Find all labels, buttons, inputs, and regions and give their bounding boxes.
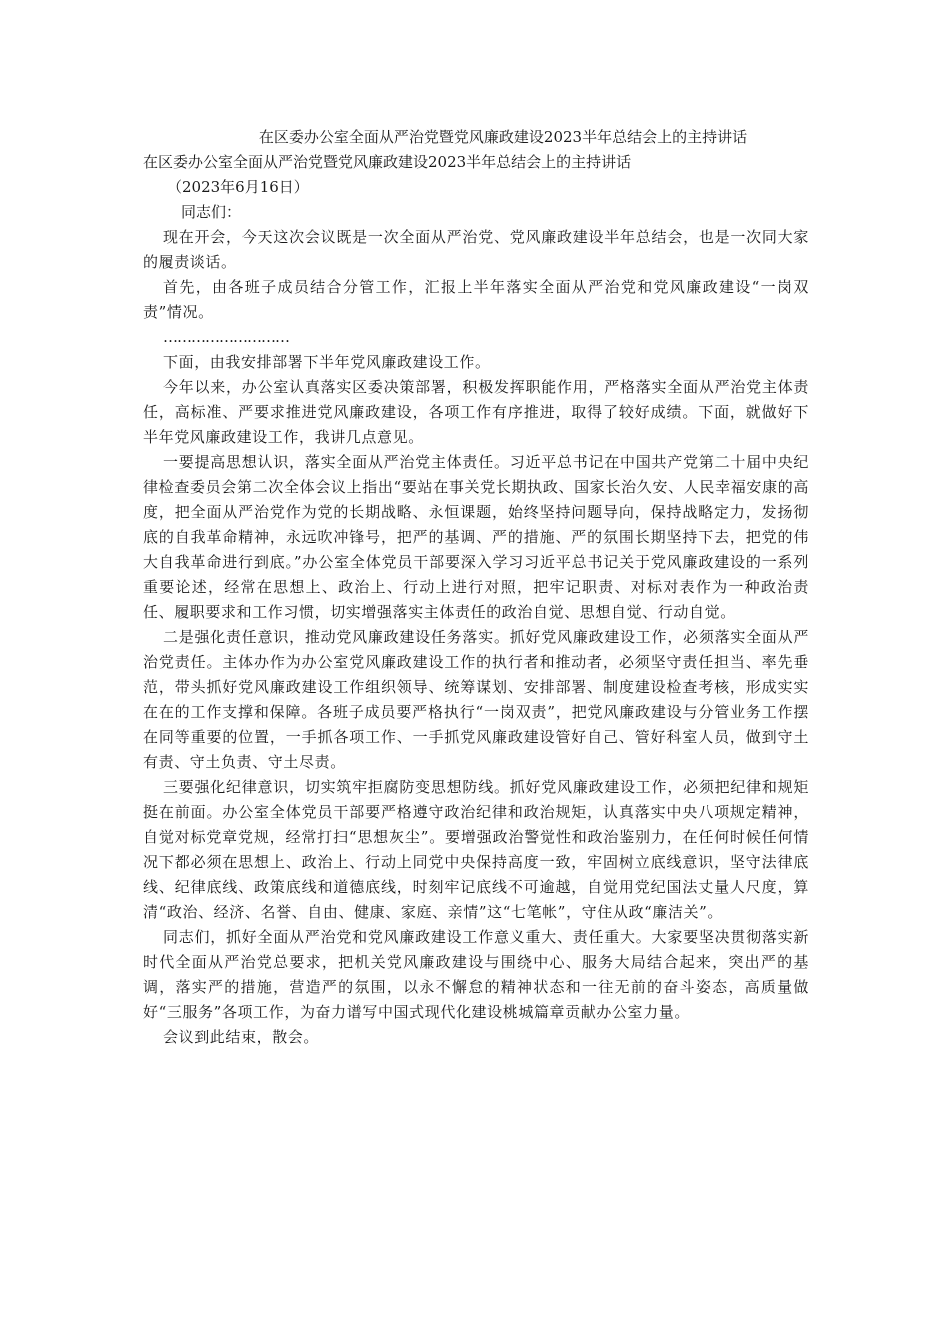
ellipsis-separator: ……………………… <box>163 328 289 346</box>
speech-date: （2023年6月16日） <box>167 178 309 196</box>
paragraph-report: 首先，由各班子成员结合分管工作，汇报上半年落实全面从严治党和党风廉政建设“一岗双责”情况。 <box>143 278 809 321</box>
document-title: 在区委办公室全面从严治党暨党风廉政建设2023半年总结会上的主持讲话 <box>258 128 748 146</box>
paragraph-review: 今年以来，办公室认真落实区委决策部署，积极发挥职能作用，严格落实全面从严治党主体责任，高标准、严要求推进党风廉政建设，各项工作有序推进，取得了较好成绩。下面，就做好下半年党风廉政建设工作，我讲几点意见。 <box>143 378 809 446</box>
paragraph-point-one: 一要提高思想认识，落实全面从严治党主体责任。习近平总书记在中国共产党第二十届中央纪律检查委员会第二次全体会议上指出“要站在事关党长期执政、国家长治久安、人民幸福安康的高度，把全面从严治党作为党的长期战略、永恒课题，始终坚持问题导向，保持战略定力，发扬彻底的自我革命精神，永远吹冲锋号，把严的基调、严的措施、严的氛围长期坚持下去，把党的伟大自我革命进行到底。”办公室全体党员干部要深入学习习近平总书记关于党风廉政建设的一系列重要论述，经常在思想上、政治上、行动上进行对照，把牢记职责、对标对表作为一种政治责任、履职要求和工作习惯，切实增强落实主体责任的政治自觉、思想自觉、行动自觉。 <box>143 453 809 621</box>
document-title-repeat: 在区委办公室全面从严治党暨党风廉政建设2023半年总结会上的主持讲话 <box>143 153 632 171</box>
paragraph-point-two: 二是强化责任意识，推动党风廉政建设任务落实。抓好党风廉政建设工作，必须落实全面从严治党责任。主体办作为办公室党风廉政建设工作的执行者和推动者，必须坚守责任担当、率先垂范，带头抓好党风廉政建设工作组织领导、统筹谋划、安排部署、制度建设检查考核，形成实实在在的工作支撑和保障。各班子成员要严格执行“一岗双责”，把党风廉政建设与分管业务工作摆在同等重要的位置，一手抓各项工作、一手抓党风廉政建设管好自己、管好科室人员，做到守土有责、守土负责、守土尽责。 <box>143 628 809 771</box>
paragraph-transition: 下面，由我安排部署下半年党风廉政建设工作。 <box>163 353 491 371</box>
paragraph-conclusion: 同志们，抓好全面从严治党和党风廉政建设工作意义重大、责任重大。大家要坚决贯彻落实新时代全面从严治党总要求，把机关党风廉政建设与围绕中心、服务大局结合起来，突出严的基调，落实严的措施，营造严的氛围，以永不懈怠的精神状态和一往无前的奋斗姿态，高质量做好“三服务”各项工作，为奋力谱写中国式现代化建设桃城篇章贡献办公室力量。 <box>143 928 809 1021</box>
paragraph-point-three: 三要强化纪律意识，切实筑牢拒腐防变思想防线。抓好党风廉政建设工作，必须把纪律和规矩挺在前面。办公室全体党员干部要严格遵守政治纪律和政治规矩，认真落实中央八项规定精神，自觉对标党章党规，经常打扫“思想灰尘”。要增强政治警觉性和政治鉴别力，在任何时候任何情况下都必须在思想上、政治上、行动上同党中央保持高度一致，牢固树立底线意识，坚守法律底线、纪律底线、政策底线和道德底线，时刻牢记底线不可逾越，自觉用党纪国法丈量人尺度，算清“政治、经济、名誉、自由、健康、家庭、亲情”这“七笔帐”，守住从政“廉洁关”。 <box>143 778 809 921</box>
greeting: 同志们： <box>181 203 242 221</box>
document-page <box>143 125 809 1050</box>
paragraph-closing: 会议到此结束，散会。 <box>163 1028 320 1046</box>
paragraph-opening: 现在开会，今天这次会议既是一次全面从严治党、党风廉政建设半年总结会，也是一次同大家的履责谈话。 <box>143 228 809 271</box>
